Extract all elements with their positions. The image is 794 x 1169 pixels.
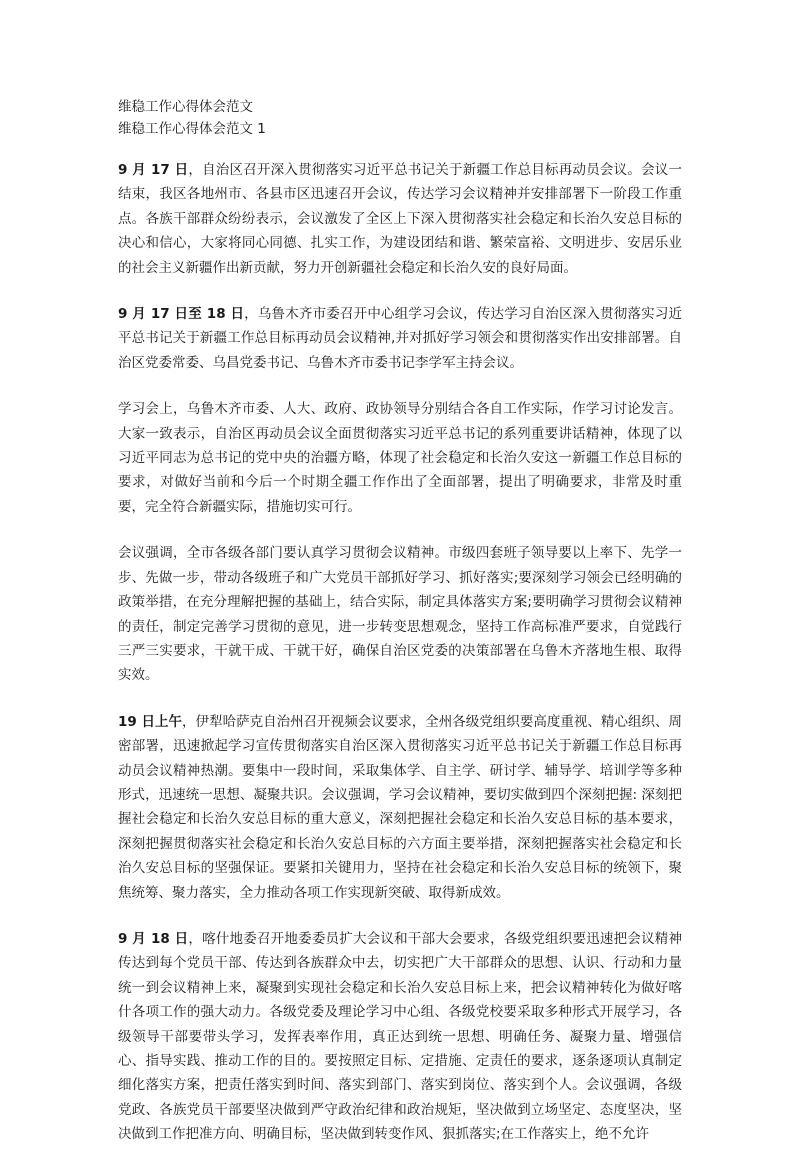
paragraph-lead: 9 月 17 日	[118, 162, 189, 178]
paragraph-text: 会议强调，全市各级各部门要认真学习贯彻会议精神。市级四套班子领导要以上率下、先学一步、先做一步，带动各级班子和广大党员干部抓好学习、抓好落实;要深刻学习领会已经明确的政策举措，在充分理解把握的基础上，结合实际，制定具体落实方案;要明确学习贯彻会议精神的责任，制定完善学习贯彻的意见，进一步转变思想观念，坚持工作高标准严要求，自觉践行三严三实要求，干就干成、干就干好，确保自治区党委的决策部署在乌鲁木齐落地生根、取得实效。	[118, 545, 682, 684]
paragraph-lead: 9 月 17 日至 18 日	[118, 306, 245, 323]
paragraph	[118, 541, 682, 687]
document-page	[118, 96, 682, 1169]
paragraph-text: 学习会上，乌鲁木齐市委、人大、政府、政协领导分别结合各自工作实际，作学习讨论发言。大家一致表示，自治区再动员会议全面贯彻落实习近平总书记的系列重要讲话精神，体现了以习近平同志为总书记的党中央的治疆方略，体现了社会稳定和长治久安这一新疆工作总目标的要求，对做好当前和今后一个时期全疆工作作出了全面部署，提出了明确要求，非常及时重要，完全符合新疆实际，措施切实可行。	[118, 401, 682, 515]
paragraph-text: ，伊犁哈萨克自治州召开视频会议要求，全州各级党组织要高度重视、精心组织、周密部署，迅速掀起学习宣传贯彻落实自治区深入贯彻落实习近平总书记关于新疆工作总目标再动员会议精神热潮。要集中一段时间，采取集体学、自主学、研讨学、辅导学、培训学等多种形式，迅速统一思想、凝聚共识。会议强调，学习会议精神，要切实做到四个深刻把握: 深刻把握社会稳定和长治久安总目标的重大意义，深刻把握社会稳定和长治久安总目标的基本要求，深刻把握贯彻落实社会稳定和长治久安总目标的六方面主要举措，深刻把握落实社会稳定和长治久安总目标的坚强保证。要紧扣关键用力，坚持在社会稳定和长治久安总目标的统领下，聚焦统筹、聚力落实，全力推动各项工作实现新突破、取得新成效。	[118, 713, 682, 901]
paragraph-text: ，自治区召开深入贯彻落实习近平总书记关于新疆工作总目标再动员会议。会议一结束，我区各地州市、各县市区迅速召开会议，传达学习会议精神并安排部署下一阶段工作重点。各族干部群众纷纷表示，会议激发了全区上下深入贯彻落实社会稳定和长治久安总目标的决心和信心，大家将同心同德、扎实工作，为建设团结和谐、繁荣富裕、文明进步、安居乐业的社会主义新疆作出新贡献，努力开创新疆社会稳定和长治久安的良好局面。	[118, 162, 683, 276]
document-title: 维稳工作心得体会范文	[118, 99, 253, 115]
paragraph	[118, 710, 682, 905]
paragraph-lead: 9 月 18 日	[118, 930, 189, 947]
title-block	[118, 96, 682, 140]
paragraph	[118, 158, 682, 280]
paragraph	[118, 302, 682, 375]
paragraph-lead: 19 日上午	[118, 713, 183, 730]
paragraph-text: ，乌鲁木齐市委召开中心组学习会议，传达学习自治区深入贯彻落实习近平总书记关于新疆工作总目标再动员会议精神,并对抓好学习领会和贯彻落实作出安排部署。自治区党委常委、乌昌党委书记、乌鲁木齐市委书记李学军主持会议。	[118, 306, 683, 371]
paragraph	[118, 927, 682, 1147]
document-subtitle: 维稳工作心得体会范文 1	[118, 121, 266, 137]
paragraph-text: ，喀什地委召开地委委员扩大会议和干部大会要求，各级党组织要迅速把会议精神传达到每个党员干部、传达到各族群众中去，切实把广大干部群众的思想、认识、行动和力量统一到会议精神上来，凝聚到实现社会稳定和长治久安总目标上来，把会议精神转化为做好喀什各项工作的强大动力。各级党委及理论学习中心组、各级党校要采取多种形式开展学习，各级领导干部要带头学习，发挥表率作用，真正达到统一思想、明确任务、凝聚力量、增强信心、指导实践、推动工作的目的。要按照定目标、定措施、定责任的要求，逐条逐项认真制定细化落实方案，把责任落实到时间、落实到部门、落实到岗位、落实到个人。会议强调，各级党政、各族党员干部要坚决做到严守政治纪律和政治规矩，坚决做到立场坚定、态度坚决，坚决做到工作把准方向、明确目标，坚决做到转变作风、狠抓落实;在工作落实上，绝不允许	[118, 930, 683, 1143]
paragraph	[118, 397, 682, 519]
